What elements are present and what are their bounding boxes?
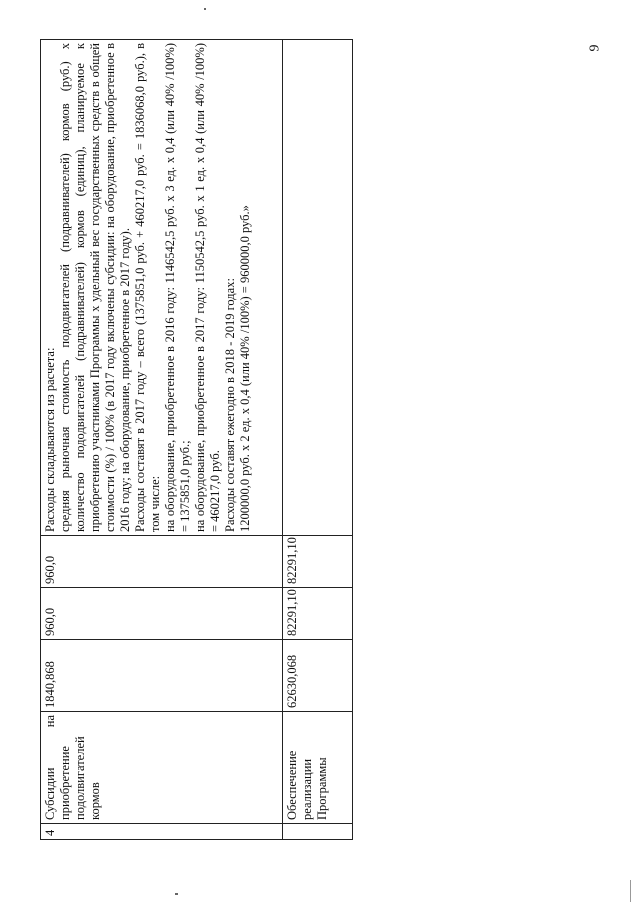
calc-line: Расходы составят ежегодно в 2018 - 2019 годах: — [223, 278, 237, 532]
calculation-text — [41, 40, 283, 536]
total-amount: 62630,068 — [283, 640, 353, 712]
measure-name-part2: на — [43, 715, 57, 728]
measure-name-rest: приобретение подолвигателей кормов — [58, 736, 102, 820]
calc-line: Расходы складываются из расчета: — [43, 347, 57, 532]
scan-edge-line — [630, 880, 631, 902]
measure-name — [41, 712, 283, 824]
row-number: 4 — [41, 824, 283, 840]
amount-2018: 960,0 — [41, 588, 283, 640]
calc-line: 1200000,0 руб. х 2 ед. х 0,4 (или 40% /100%) = 960000,0 руб.» — [238, 205, 252, 532]
measure-name-part1: Субсидии — [43, 767, 57, 820]
table-row — [283, 40, 353, 840]
page-number: 9 — [587, 44, 603, 52]
measure-name: Обеспечение реализации Программы — [283, 712, 353, 824]
program-table — [40, 39, 353, 840]
calc-line: на оборудование, приобретенное в 2017 году: 1150542,5 руб. х 1 ед. х 0,4 (или 40% /100%) = 460217,0 руб. — [193, 43, 222, 532]
calc-line: Расходы составят в 2017 году – всего (1375851,0 руб. + 460217,0 руб. = 1836068,0 руб.), в том числе: — [133, 43, 162, 532]
rotated-page — [40, 40, 360, 840]
scan-speck — [204, 8, 206, 10]
amount-2019: 82291,10 — [283, 536, 353, 588]
calc-line: на оборудование, приобретенное в 2016 году: 1146542,5 руб. х 3 ед. х 0,4 (или 40% /100%) = 1375851,0 руб.; — [163, 43, 192, 532]
table-row — [41, 40, 283, 840]
calculation-text — [283, 40, 353, 536]
scan-speck — [175, 893, 178, 895]
calc-line: средняя рыночная стоимость пододвигателей (подравнивателей) кормов (руб.) х количество пододвигателей (подравнивателей) кормов (единиц), планируемое к приобретению участниками Программы х удельный вес государственных средств в общей стоимости (%) / 100% (в 2017 году включены субсидии: на оборудование, приобретенное в 2016 году; на оборудование, приобретенное в 2017 году). — [58, 43, 132, 532]
row-number — [283, 824, 353, 840]
amount-2019: 960,0 — [41, 536, 283, 588]
total-amount: 1840,868 — [41, 640, 283, 712]
amount-2018: 82291,10 — [283, 588, 353, 640]
